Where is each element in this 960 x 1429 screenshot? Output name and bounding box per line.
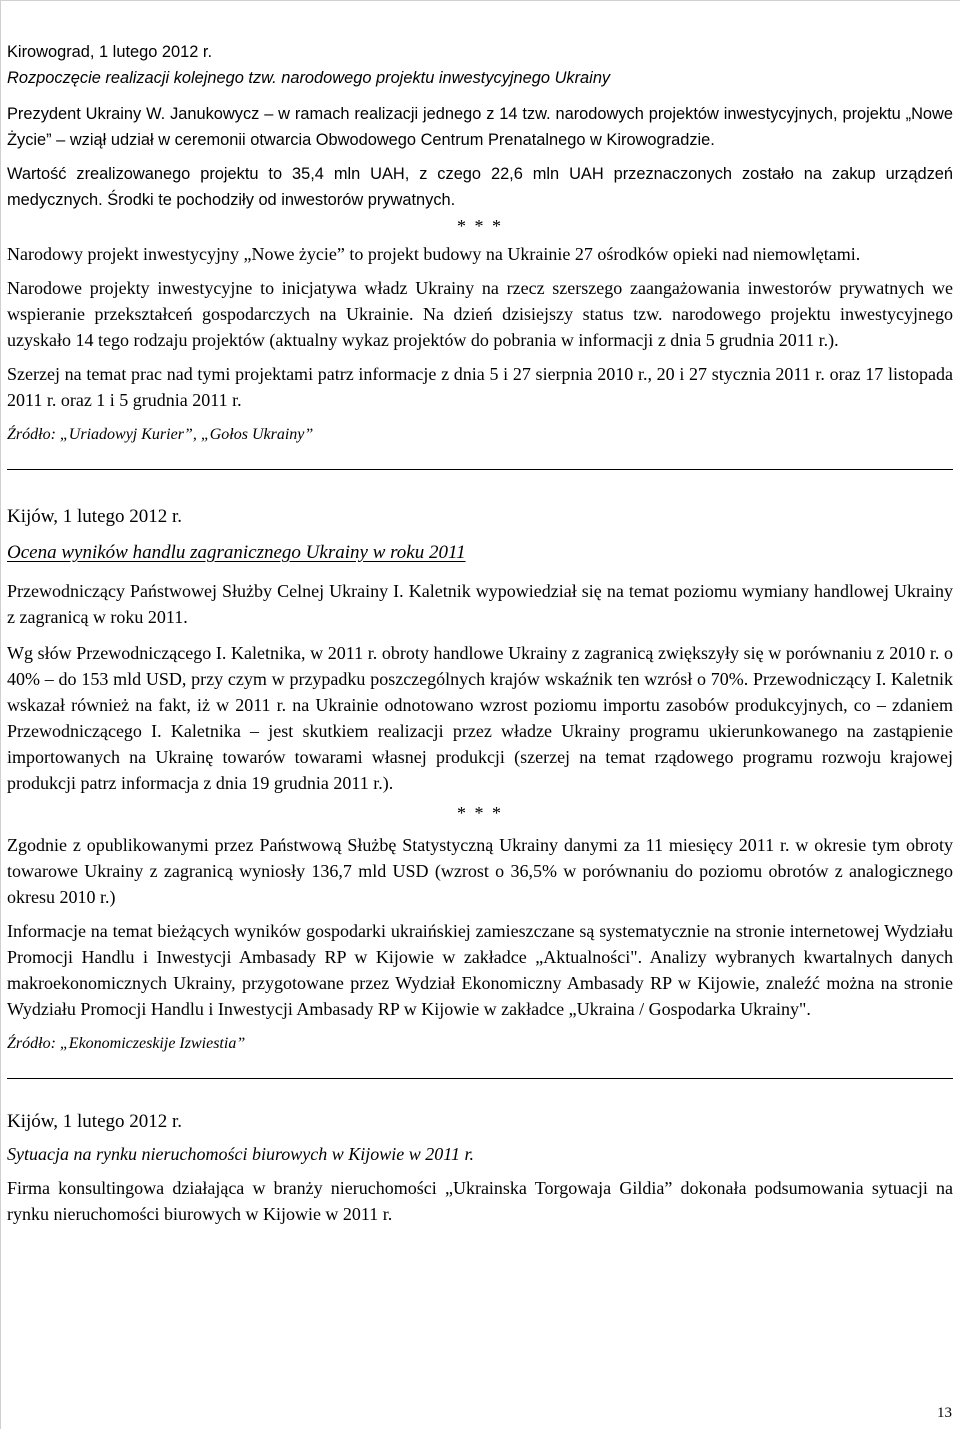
article1-source: Źródło: „Uriadowyj Kurier”, „Gołos Ukrainy”	[7, 426, 314, 443]
article2-date: Kijów, 1 lutego 2012 r.	[7, 506, 183, 527]
page-content	[7, 39, 953, 1227]
section-separator-stars: * * *	[457, 803, 503, 823]
section-separator-stars: * * *	[457, 216, 503, 236]
article3-paragraph: Firma konsultingowa działająca w branży nieruchomości „Ukrainska Torgowaja Gildia” dokonała podsumowania sytuacji na rynku nieruchomości biurowych w Kijowie w 2011 r.	[7, 1178, 953, 1224]
article1-paragraph: Prezydent Ukrainy W. Janukowycz – w ramach realizacji jednego z 14 tzw. narodowych projektów inwestycyjnych, projektu „Nowe Życie” – wziął udział w ceremonii otwarcia Obwodowego Centrum Prenatalnego w Kirowogradzie.	[7, 105, 953, 149]
article2-paragraph: Zgodnie z opublikowanymi przez Państwową Służbę Statystyczną Ukrainy danymi za 11 miesięcy 2011 r. w okresie tym obroty towarowe Ukrainy z zagranicą wyniosły 136,7 mld USD (wzrost o 36,5% w porównaniu do poziomu obrotów z analogicznego okresu 2010 r.)	[7, 835, 953, 907]
page-number: 13	[937, 1405, 952, 1421]
article2-paragraph: Przewodniczący Państwowej Służby Celnej Ukrainy I. Kaletnik wypowiedział się na temat poziomu wymiany handlowej Ukrainy z zagranicą w roku 2011.	[7, 581, 953, 627]
article1-date: Kirowograd, 1 lutego 2012 r.	[7, 43, 213, 61]
article2-source: Źródło: „Ekonomiczeskije Izwiestia”	[7, 1035, 246, 1052]
article2-paragraph: Informacje na temat bieżących wyników gospodarki ukraińskiej zamieszczane są systematycznie na stronie internetowej Wydziału Promocji Handlu i Inwestycji Ambasady RP w Kijowie w zakładce „Aktualności". Analizy wybranych kwartalnych danych makroekonomicznych Ukrainy, przygotowane przez Wydział Ekonomiczny Ambasady RP w Kijowie, znaleźć można na stronie Wydziału Promocji Handlu i Inwestycji Ambasady RP w Kijowie w zakładce „Ukraina / Gospodarka Ukrainy".	[7, 921, 953, 1019]
article3-date: Kijów, 1 lutego 2012 r.	[7, 1111, 183, 1132]
article-divider	[7, 1078, 953, 1079]
article1-paragraph: Szerzej na temat prac nad tymi projektami patrz informacje z dnia 5 i 27 sierpnia 2010 r., 20 i 27 stycznia 2011 r. oraz 17 listopada 2011 r. oraz 1 i 5 grudnia 2011 r.	[7, 364, 953, 410]
article1-paragraph: Wartość zrealizowanego projektu to 35,4 mln UAH, z czego 22,6 mln UAH przeznaczonych zostało na zakup urządzeń medycznych. Środki te pochodziły od inwestorów prywatnych.	[7, 165, 953, 209]
page-border-top	[0, 0, 960, 1]
article3-title: Sytuacja na rynku nieruchomości biurowych w Kijowie w 2011 r.	[7, 1144, 474, 1164]
article2-paragraph: Wg słów Przewodniczącego I. Kaletnika, w 2011 r. obroty handlowe Ukrainy z zagranicą zwiększyły się w porównaniu z 2010 r. o 40% – do 153 mld USD, przy czym w przypadku poszczególnych krajów wskaźnik ten wzrósł o 70%. Przewodniczący I. Kaletnik wskazał również na fakt, iż w 2011 r. na Ukrainie odnotowano wzrost poziomu importu zasobów produkcyjnych, co – zdaniem Przewodniczącego I. Kaletnika – jest skutkiem realizacji przez władze Ukrainy programu ukierunkowanego na zastąpienie importowanych na Ukrainę towarów towarami własnej produkcji (szerzej na temat rządowego programu rozwoju krajowej produkcji patrz informacja z dnia 19 grudnia 2011 r.).	[7, 643, 953, 793]
article1-paragraph: Narodowy projekt inwestycyjny „Nowe życie” to projekt budowy na Ukrainie 27 ośrodków opieki nad niemowlętami.	[7, 244, 861, 264]
article2-title: Ocena wyników handlu zagranicznego Ukrainy w roku 2011	[7, 542, 466, 563]
article-divider	[7, 469, 953, 470]
article1-title: Rozpoczęcie realizacji kolejnego tzw. narodowego projektu inwestycyjnego Ukrainy	[7, 69, 611, 87]
page-border-left	[0, 0, 1, 1429]
article1-paragraph: Narodowe projekty inwestycyjne to inicjatywa władz Ukrainy na rzecz szerszego zaangażowania inwestorów prywatnych we wspieranie przekształceń gospodarczych na Ukrainie. Na dzień dzisiejszy status tzw. narodowego projektu inwestycyjnego uzyskało 14 tego rodzaju projektów (aktualny wykaz projektów do pobrania w informacji z dnia 5 grudnia 2011 r.).	[7, 278, 953, 350]
